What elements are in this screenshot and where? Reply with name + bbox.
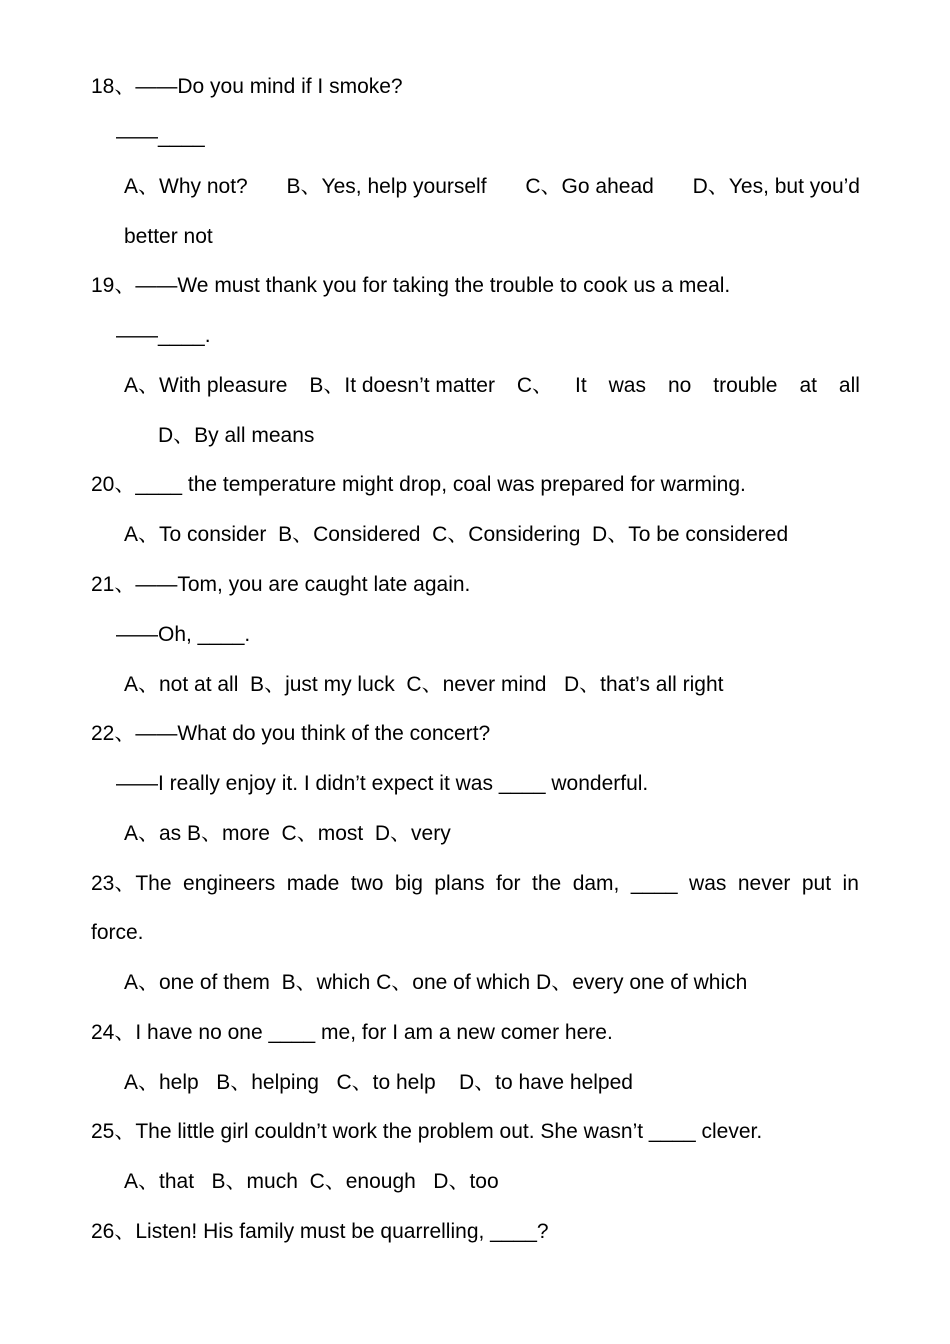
question-19-options bbox=[124, 373, 860, 399]
option-c: C、Go ahead bbox=[525, 175, 654, 198]
option-word: It bbox=[575, 374, 587, 397]
stem-word: for bbox=[496, 872, 521, 895]
option-b: B、It doesn’t matter bbox=[309, 374, 495, 397]
option-c: C、 bbox=[516, 374, 554, 397]
question-24-stem: 24、I have no one ____ me, for I am a new comer here. bbox=[91, 1021, 613, 1044]
option-word: at bbox=[799, 374, 817, 397]
question-19-stem: 19、——We must thank you for taking the trouble to cook us a meal. bbox=[91, 274, 731, 297]
question-19-reply: ——____. bbox=[116, 324, 211, 347]
question-20-stem: 20、____ the temperature might drop, coal was prepared for warming. bbox=[91, 473, 746, 496]
question-19-option-d: D、By all means bbox=[158, 424, 315, 447]
stem-word: dam, bbox=[572, 872, 620, 895]
stem-word: 23、The bbox=[91, 872, 172, 895]
stem-word: big bbox=[394, 872, 423, 895]
question-20-options: A、To consider B、Considered C、Considering D、To be considered bbox=[124, 523, 789, 546]
option-a: A、With pleasure bbox=[124, 374, 288, 397]
stem-word: put bbox=[801, 872, 832, 895]
question-26-stem: 26、Listen! His family must be quarrelling, ____? bbox=[91, 1220, 549, 1243]
question-22-stem: 22、——What do you think of the concert? bbox=[91, 722, 491, 745]
question-23-stem-continued: force. bbox=[91, 921, 144, 944]
question-21-options: A、not at all B、just my luck C、never mind D、that’s all right bbox=[124, 673, 724, 696]
question-18-options bbox=[124, 174, 860, 200]
option-word: was bbox=[608, 374, 646, 397]
stem-word: never bbox=[737, 872, 791, 895]
stem-word: two bbox=[350, 872, 384, 895]
question-18-stem: 18、——Do you mind if I smoke? bbox=[91, 75, 403, 98]
stem-word: engineers bbox=[183, 872, 276, 895]
question-25-options: A、that B、much C、enough D、too bbox=[124, 1170, 499, 1193]
question-23-options: A、one of them B、which C、one of which D、every one of which bbox=[124, 971, 748, 994]
option-word: trouble bbox=[713, 374, 778, 397]
option-word: all bbox=[838, 374, 860, 397]
question-18-reply: ——____ bbox=[116, 125, 205, 148]
stem-word: the bbox=[532, 872, 562, 895]
question-22-options: A、as B、more C、most D、very bbox=[124, 822, 451, 845]
option-a: A、Why not? bbox=[124, 175, 248, 198]
option-d: D、Yes, but you’d bbox=[692, 175, 860, 198]
question-23-stem bbox=[91, 871, 859, 897]
question-21-stem: 21、——Tom, you are caught late again. bbox=[91, 573, 471, 596]
stem-word: was bbox=[689, 872, 727, 895]
question-18-options-continued: better not bbox=[124, 225, 213, 248]
stem-word: made bbox=[286, 872, 340, 895]
stem-word: plans bbox=[434, 872, 485, 895]
question-24-options: A、help B、helping C、to help D、to have helped bbox=[124, 1071, 633, 1094]
question-21-reply: ——Oh, ____. bbox=[116, 623, 251, 646]
option-word: no bbox=[667, 374, 692, 397]
stem-word: in bbox=[842, 872, 859, 895]
question-22-reply: ——I really enjoy it. I didn’t expect it was ____ wonderful. bbox=[116, 772, 649, 795]
stem-word: ____ bbox=[630, 872, 678, 895]
question-25-stem: 25、The little girl couldn’t work the problem out. She wasn’t ____ clever. bbox=[91, 1120, 763, 1143]
option-b: B、Yes, help yourself bbox=[286, 175, 487, 198]
